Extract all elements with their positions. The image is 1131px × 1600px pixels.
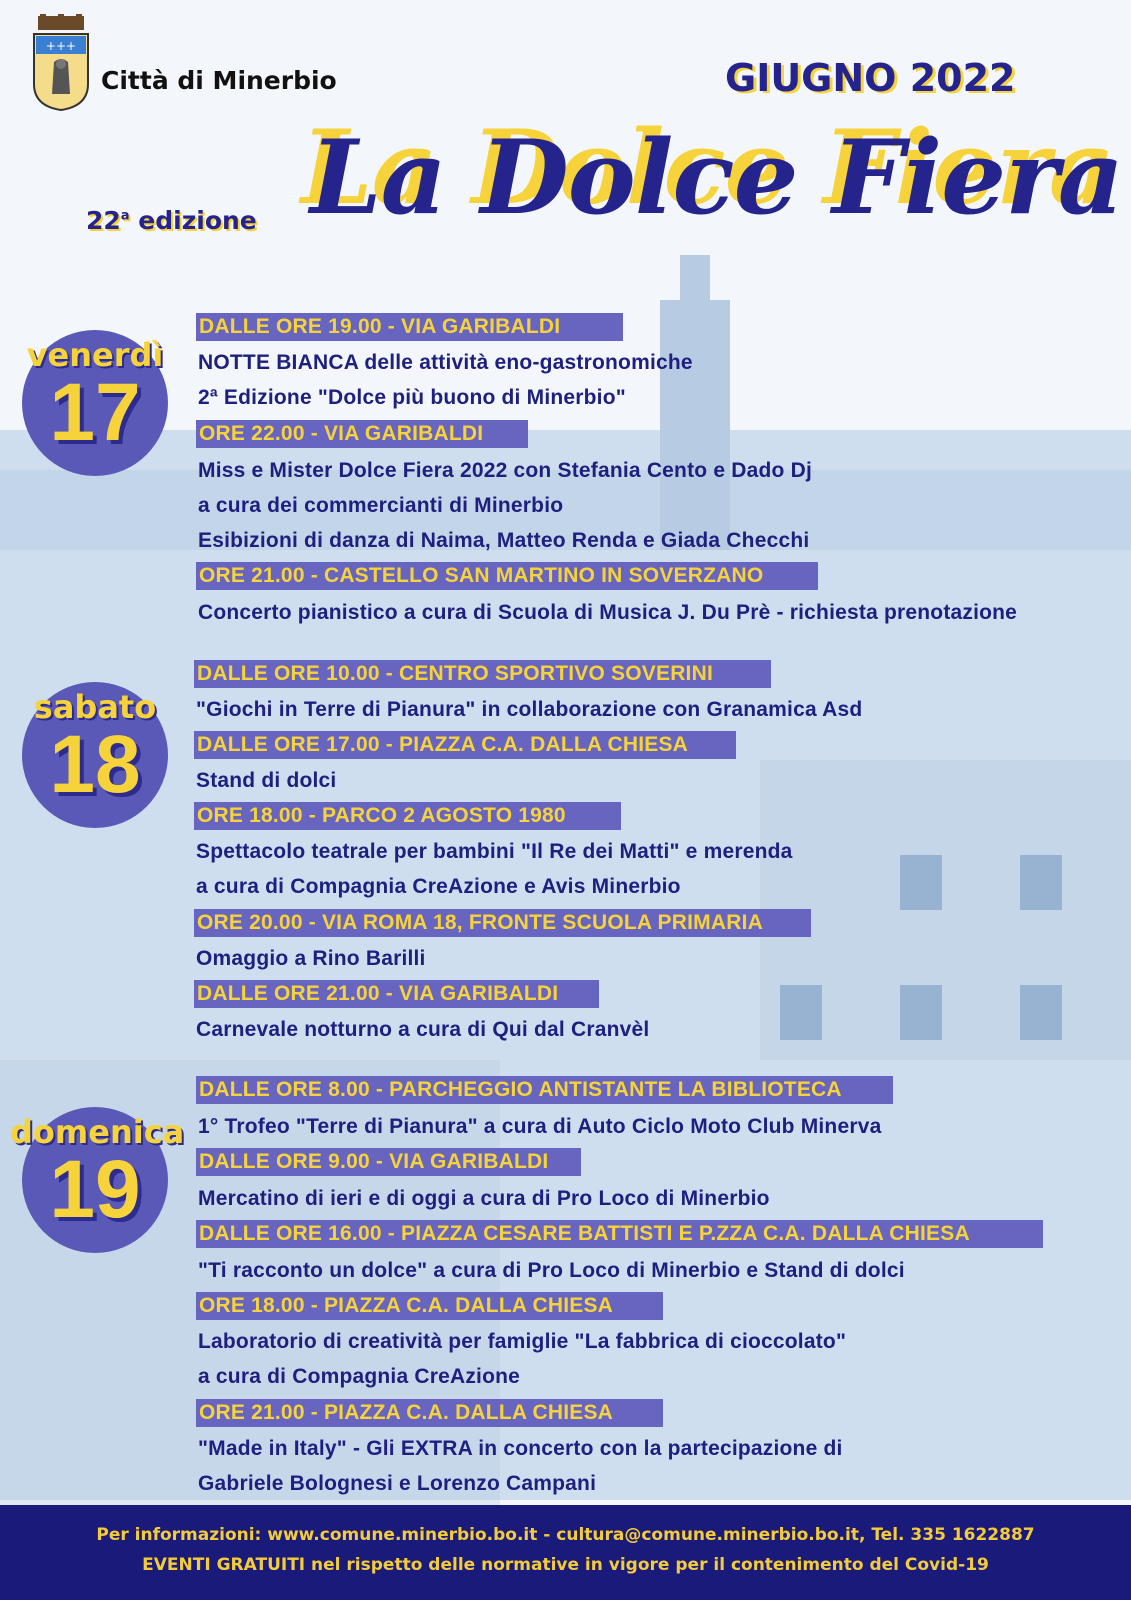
event-time-place: DALLE ORE 10.00 - CENTRO SPORTIVO SOVERINI <box>194 660 771 688</box>
event-time-place: ORE 18.00 - PIAZZA C.A. DALLA CHIESA <box>196 1292 663 1320</box>
day-badge-friday <box>20 330 170 480</box>
event-time-place: DALLE ORE 8.00 - PARCHEGGIO ANTISTANTE LA BIBLIOTECA <box>196 1076 893 1104</box>
svg-text:+++: +++ <box>45 39 77 53</box>
day-badge-saturday <box>20 682 170 832</box>
event-description: a cura di Compagnia CreAzione e Avis Minerbio <box>196 875 681 898</box>
event-description: Omaggio a Rino Barilli <box>196 947 426 970</box>
event-time-place: DALLE ORE 16.00 - PIAZZA CESARE BATTISTI E P.ZZA C.A. DALLA CHIESA <box>196 1220 1043 1248</box>
event-time-place: ORE 21.00 - CASTELLO SAN MARTINO IN SOVERZANO <box>196 562 818 590</box>
day-name: sabato <box>33 688 157 726</box>
footer-notice: EVENTI GRATUITI nel rispetto delle normative in vigore per il contenimento del Covid-19 <box>142 1555 989 1575</box>
event-description: Spettacolo teatrale per bambini "Il Re dei Matti" e merenda <box>196 840 793 863</box>
event-description: Laboratorio di creatività per famiglie "La fabbrica di cioccolato" <box>198 1330 847 1353</box>
event-description: Stand di dolci <box>196 769 337 792</box>
event-time-place: DALLE ORE 9.00 - VIA GARIBALDI <box>196 1148 581 1176</box>
event-time-place: ORE 18.00 - PARCO 2 AGOSTO 1980 <box>194 802 621 830</box>
event-description: a cura di Compagnia CreAzione <box>198 1365 521 1388</box>
event-description: Concerto pianistico a cura di Scuola di Musica J. Du Prè - richiesta prenotazione <box>198 601 1018 624</box>
event-description: Esibizioni di danza di Naima, Matteo Renda e Giada Checchi <box>198 529 810 552</box>
day-number: 17 <box>49 367 141 458</box>
city-crest-icon <box>30 14 92 112</box>
city-name: Città di Minerbio <box>101 66 337 95</box>
event-description: 2ª Edizione "Dolce più buono di Minerbio" <box>198 386 626 409</box>
event-description: Gabriele Bolognesi e Lorenzo Campani <box>198 1472 597 1495</box>
day-number: 18 <box>49 719 141 810</box>
day-number: 19 <box>49 1144 141 1235</box>
day-name: domenica <box>10 1113 185 1151</box>
footer-contact: Per informazioni: www.comune.minerbio.bo.it - cultura@comune.minerbio.bo.it, Tel. 335 1622887 <box>96 1525 1035 1545</box>
edition-number: 22 <box>86 206 121 235</box>
event-description: Carnevale notturno a cura di Qui dal Cranvèl <box>196 1018 650 1041</box>
edition-suffix: a <box>120 208 130 224</box>
event-month: GIUGNO 2022 <box>725 56 1016 100</box>
event-time-place: DALLE ORE 17.00 - PIAZZA C.A. DALLA CHIESA <box>194 731 736 759</box>
event-time-place: DALLE ORE 21.00 - VIA GARIBALDI <box>194 980 599 1008</box>
event-description: NOTTE BIANCA delle attività eno-gastronomiche <box>198 351 693 374</box>
event-description: Miss e Mister Dolce Fiera 2022 con Stefania Cento e Dado Dj <box>198 459 812 482</box>
footer <box>0 1505 1131 1600</box>
event-description: "Made in Italy" - Gli EXTRA in concerto con la partecipazione di <box>198 1437 843 1460</box>
edition-label <box>86 206 257 235</box>
event-description: a cura dei commercianti di Minerbio <box>198 494 564 517</box>
event-time-place: DALLE ORE 19.00 - VIA GARIBALDI <box>196 313 623 341</box>
event-description: "Ti racconto un dolce" a cura di Pro Loco di Minerbio e Stand di dolci <box>198 1259 905 1282</box>
day-badge-sunday <box>10 1107 185 1257</box>
event-description: "Giochi in Terre di Pianura" in collaborazione con Granamica Asd <box>196 698 863 721</box>
event-description: 1° Trofeo "Terre di Pianura" a cura di Auto Ciclo Moto Club Minerva <box>198 1115 882 1138</box>
event-time-place: ORE 22.00 - VIA GARIBALDI <box>196 420 528 448</box>
edition-word: edizione <box>138 206 257 235</box>
event-time-place: ORE 21.00 - PIAZZA C.A. DALLA CHIESA <box>196 1399 663 1427</box>
event-time-place: ORE 20.00 - VIA ROMA 18, FRONTE SCUOLA PRIMARIA <box>194 909 811 937</box>
day-name: venerdì <box>26 336 164 374</box>
page-title: La Dolce Fiera <box>310 118 1123 238</box>
event-description: Mercatino di ieri e di oggi a cura di Pro Loco di Minerbio <box>198 1187 770 1210</box>
